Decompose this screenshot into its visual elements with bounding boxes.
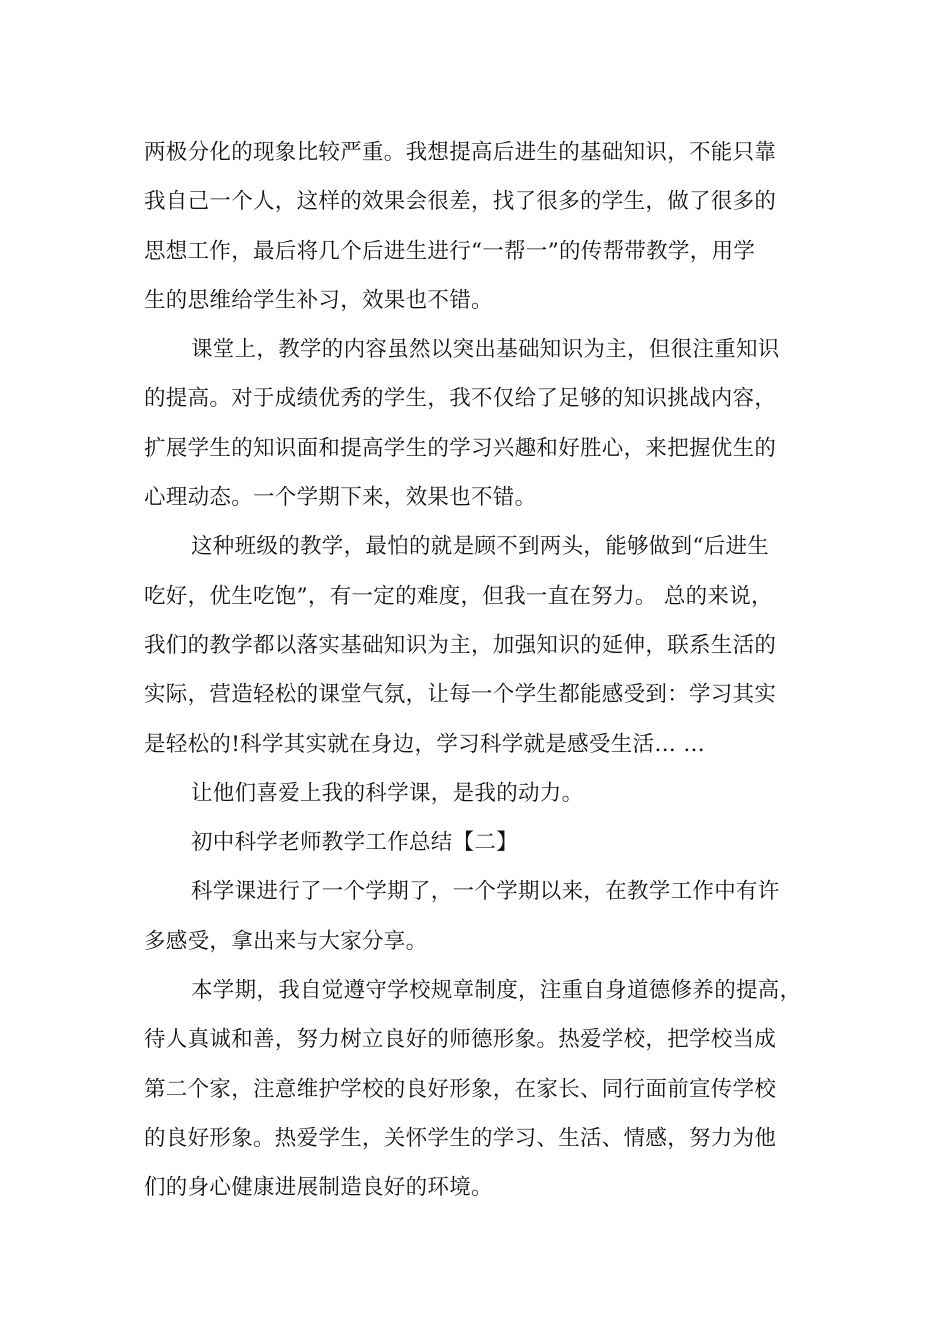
paragraph-first-line: 科学课进行了一个学期了，一个学期以来，在教学工作中有许 xyxy=(191,879,780,905)
section-heading: 初中科学老师教学工作总结【二】 xyxy=(191,830,519,856)
text-line: 我们的教学都以落实基础知识为主，加强知识的延伸，联系生活的 xyxy=(144,632,777,658)
paragraph-first-line: 课堂上，教学的内容虽然以突出基础知识为主，但很注重知识 xyxy=(191,337,780,363)
text-line: 吃好，优生吃饱”，有一定的难度，但我一直在努力。 总的来说， xyxy=(144,583,773,609)
text-line: 待人真诚和善，努力树立良好的师德形象。热爱学校，把学校当成 xyxy=(144,1027,777,1053)
text-line: 我自己一个人，这样的效果会很差，找了很多的学生，做了很多的 xyxy=(144,189,777,215)
text-line: 两极分化的现象比较严重。我想提高后进生的基础知识，不能只靠 xyxy=(144,140,777,165)
text-line: 的良好形象。热爱学生，关怀学生的学习、生活、情感，努力为他 xyxy=(144,1125,777,1151)
paragraph-first-line: 让他们喜爱上我的科学课，是我的动力。 xyxy=(191,780,584,806)
text-line: 思想工作，最后将几个后进生进行“一帮一”的传帮带教学，用学 xyxy=(144,238,756,264)
text-line: 多感受，拿出来与大家分享。 xyxy=(144,928,428,954)
text-line: 是轻松的!科学其实就在身边，学习科学就是感受生活… … xyxy=(144,731,706,757)
text-line: 扩展学生的知识面和提高学生的学习兴趣和好胜心，来把握优生的 xyxy=(144,435,777,461)
paragraph-first-line: 这种班级的教学，最怕的就是顾不到两头，能够做到“后进生 xyxy=(191,534,770,560)
text-line: 们的身心健康进展制造良好的环境。 xyxy=(144,1175,493,1201)
document-body xyxy=(144,128,814,1213)
paragraph-first-line: 本学期，我自觉遵守学校规章制度，注重自身道德修养的提高， xyxy=(191,978,802,1004)
text-line: 心理动态。一个学期下来，效果也不错。 xyxy=(144,485,537,511)
text-line: 生的思维给学生补习，效果也不错。 xyxy=(144,287,493,313)
text-line: 第二个家，注意维护学校的良好形象，在家长、同行面前宣传学校 xyxy=(144,1076,777,1102)
text-line: 的提高。对于成绩优秀的学生，我不仅给了足够的知识挑战内容， xyxy=(144,386,777,412)
text-line: 实际，营造轻松的课堂气氛，让每一个学生都能感受到：学习其实 xyxy=(144,682,777,708)
